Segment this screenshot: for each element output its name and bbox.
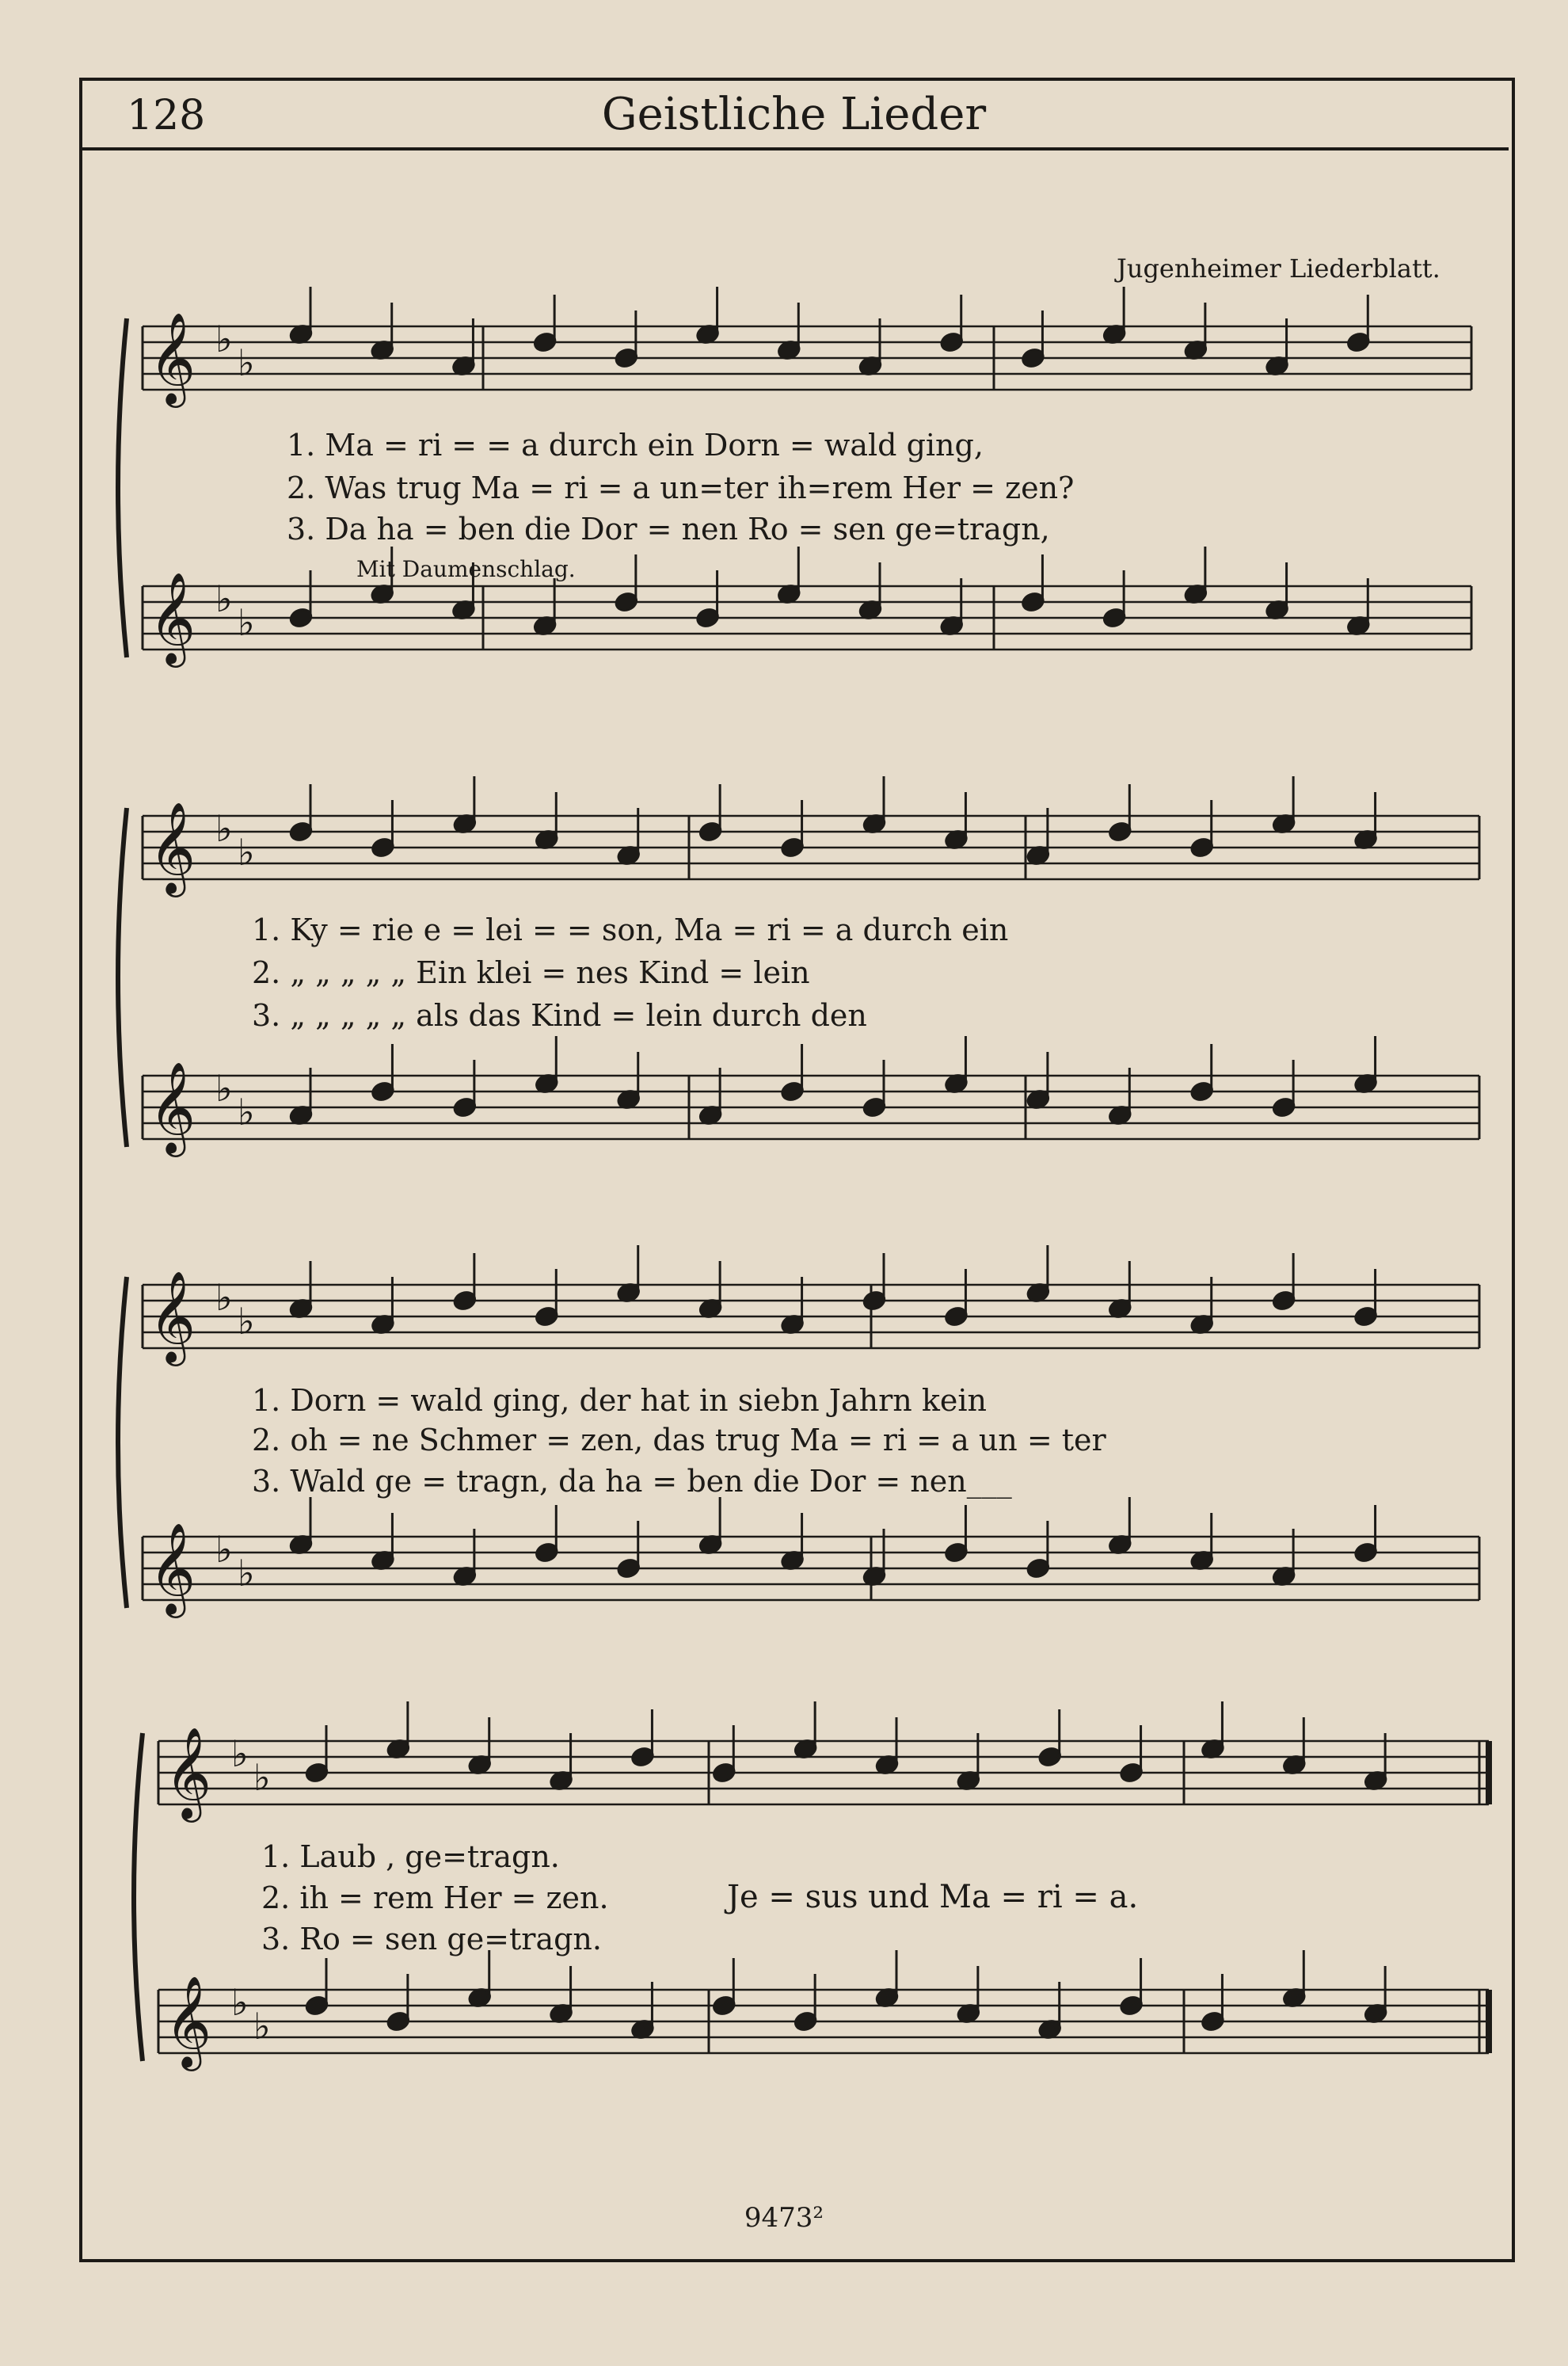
- page-number: 128: [127, 92, 206, 139]
- treble-clef-icon: 𝄞: [149, 801, 196, 893]
- plate-number: 9473²: [744, 2202, 824, 2234]
- flat-icon: ♭: [231, 1981, 249, 2024]
- lyric-line: 1. Dorn = wald ging, der hat in siebn Jahrn kein: [252, 1383, 987, 1418]
- flat-icon: ♭: [215, 1276, 233, 1319]
- flat-icon: ♭: [215, 1528, 233, 1571]
- flat-icon: ♭: [253, 1756, 271, 1799]
- performance-note: Mit Daumenschlag.: [356, 556, 576, 582]
- section-title: Geistliche Lieder: [601, 89, 987, 140]
- flat-icon: ♭: [231, 1732, 249, 1775]
- treble-clef-icon: 𝄞: [149, 1061, 196, 1153]
- treble-clef-icon: 𝄞: [149, 571, 196, 664]
- lyric-line: 2. „ „ „ „ „ Ein klei = nes Kind = lein: [252, 955, 810, 990]
- system-brace: [118, 1277, 127, 1608]
- flat-icon: ♭: [238, 1552, 255, 1594]
- treble-clef-icon: 𝄞: [149, 1270, 196, 1362]
- chorus-text: Je = sus und Ma = ri = a.: [727, 1879, 1139, 1915]
- lyric-line: 3. Da ha = ben die Dor = nen Ro = sen ge=tragn,: [287, 512, 1050, 547]
- flat-icon: ♭: [215, 577, 233, 620]
- lyric-line: 1. Ma = ri = = a durch ein Dorn = wald ging,: [287, 428, 984, 463]
- treble-clef-icon: 𝄞: [165, 1726, 212, 1819]
- flat-icon: ♭: [215, 807, 233, 850]
- source-note: Jugenheimer Liederblatt.: [1117, 253, 1441, 284]
- lyric-line: 2. ih = rem Her = zen.: [261, 1880, 609, 1915]
- flat-icon: ♭: [238, 601, 255, 644]
- lyric-line: 2. Was trug Ma = ri = a un=ter ih=rem Her = zen?: [287, 471, 1075, 505]
- lyric-line: 3. Wald ge = tragn, da ha = ben die Dor = nen___: [252, 1464, 1012, 1499]
- system-brace: [118, 808, 127, 1147]
- flat-icon: ♭: [253, 2005, 271, 2048]
- lyric-line: 2. oh = ne Schmer = zen, das trug Ma = ri = a un = ter: [252, 1423, 1106, 1457]
- lyric-line: 1. Laub , ge=tragn.: [261, 1839, 560, 1874]
- treble-clef-icon: 𝄞: [149, 1522, 196, 1614]
- flat-icon: ♭: [238, 1091, 255, 1133]
- flat-icon: ♭: [238, 341, 255, 384]
- system-brace: [134, 1733, 143, 2061]
- flat-icon: ♭: [238, 1300, 255, 1343]
- treble-clef-icon: 𝄞: [149, 311, 196, 404]
- lyric-line: 1. Ky = rie e = lei = = son, Ma = ri = a durch ein: [252, 912, 1009, 947]
- flat-icon: ♭: [238, 831, 255, 874]
- lyric-line: 3. Ro = sen ge=tragn.: [261, 1922, 602, 1956]
- system-brace: [118, 318, 127, 657]
- flat-icon: ♭: [215, 1067, 233, 1110]
- lyric-line: 3. „ „ „ „ „ als das Kind = lein durch den: [252, 998, 867, 1033]
- treble-clef-icon: 𝄞: [165, 1975, 212, 2067]
- flat-icon: ♭: [215, 318, 233, 360]
